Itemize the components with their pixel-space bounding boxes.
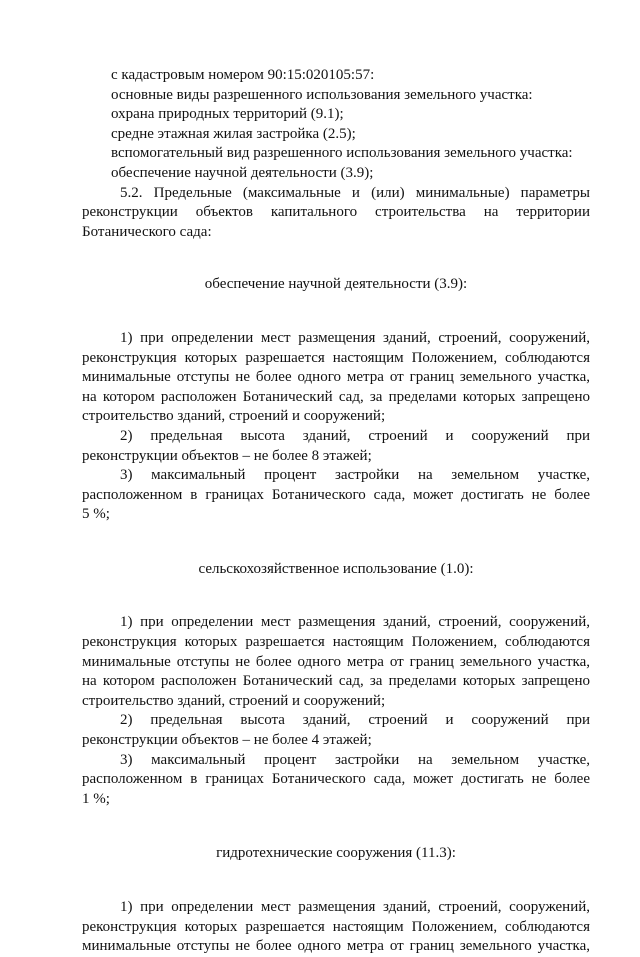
section-5-2-line-1: 5.2. Предельные (максимальные и (или) минимальные) параметры [120, 184, 590, 201]
main-use-types-line: основные виды разрешенного использования земельного участка: [111, 86, 533, 103]
heading-agriculture: сельскохозяйственное использование (1.0): [198, 560, 474, 577]
paragraph-setbacks: 1) при определении мест размещения зданий, строений, сооружений, реконструкция которых разрешается настоящим Положением, соблюдаются минимальные отступы не более одного метра от границ земельного участка, на котором расположен Ботанический сад, за пределами которых запрещено строительство зданий, строений и сооружений; [82, 329, 590, 425]
section-5-2-line-3: Ботанического сада: [82, 223, 212, 240]
use-type-residential: средне этажная жилая застройка (2.5); [111, 125, 356, 142]
paragraph-coverage: 3) максимальный процент застройки на земельном участке, расположенном в границах Ботанического сада, может достигать не более 1 %; [82, 751, 590, 807]
use-type-science: обеспечение научной деятельности (3.9); [111, 164, 374, 181]
paragraph-height-limit: 2) предельная высота зданий, строений и сооружений при реконструкции объектов – не более 8 этажей; [82, 427, 590, 464]
heading-science: обеспечение научной деятельности (3.9): [204, 276, 468, 293]
section-5-2-line-2: реконструкции объектов капитального строительства на территории [82, 204, 590, 221]
paragraph-height-limit: 2) предельная высота зданий, строений и сооружений при реконструкции объектов – не более 4 этажей; [82, 712, 590, 749]
cadastral-number-line: с кадастровым номером 90:15:020105:57: [111, 67, 375, 83]
auxiliary-use-types-line: вспомогательный вид разрешенного использования земельного участка: [111, 145, 573, 162]
heading-hydraulic: гидротехнические сооружения (11.3): [216, 845, 456, 862]
document-page [82, 66, 590, 957]
use-type-nature-protection: охрана природных территорий (9.1); [111, 106, 344, 123]
paragraph-setbacks: 1) при определении мест размещения зданий, строений, сооружений, реконструкция которых разрешается настоящим Положением, соблюдаются минимальные отступы не более одного метра от границ земельного участка, на котором расположен Ботанический сад, за пределами которых запрещено строительство зданий, строений и сооружений; [82, 614, 590, 709]
paragraph-coverage: 3) максимальный процент застройки на земельном участке, расположенном в границах Ботанического сада, может достигать не более 5 %; [82, 467, 590, 523]
paragraph-setbacks: 1) при определении мест размещения зданий, строений, сооружений, реконструкция которых разрешается настоящим Положением, соблюдаются минимальные отступы не более одного метра от границ земельного участка, [82, 899, 590, 955]
